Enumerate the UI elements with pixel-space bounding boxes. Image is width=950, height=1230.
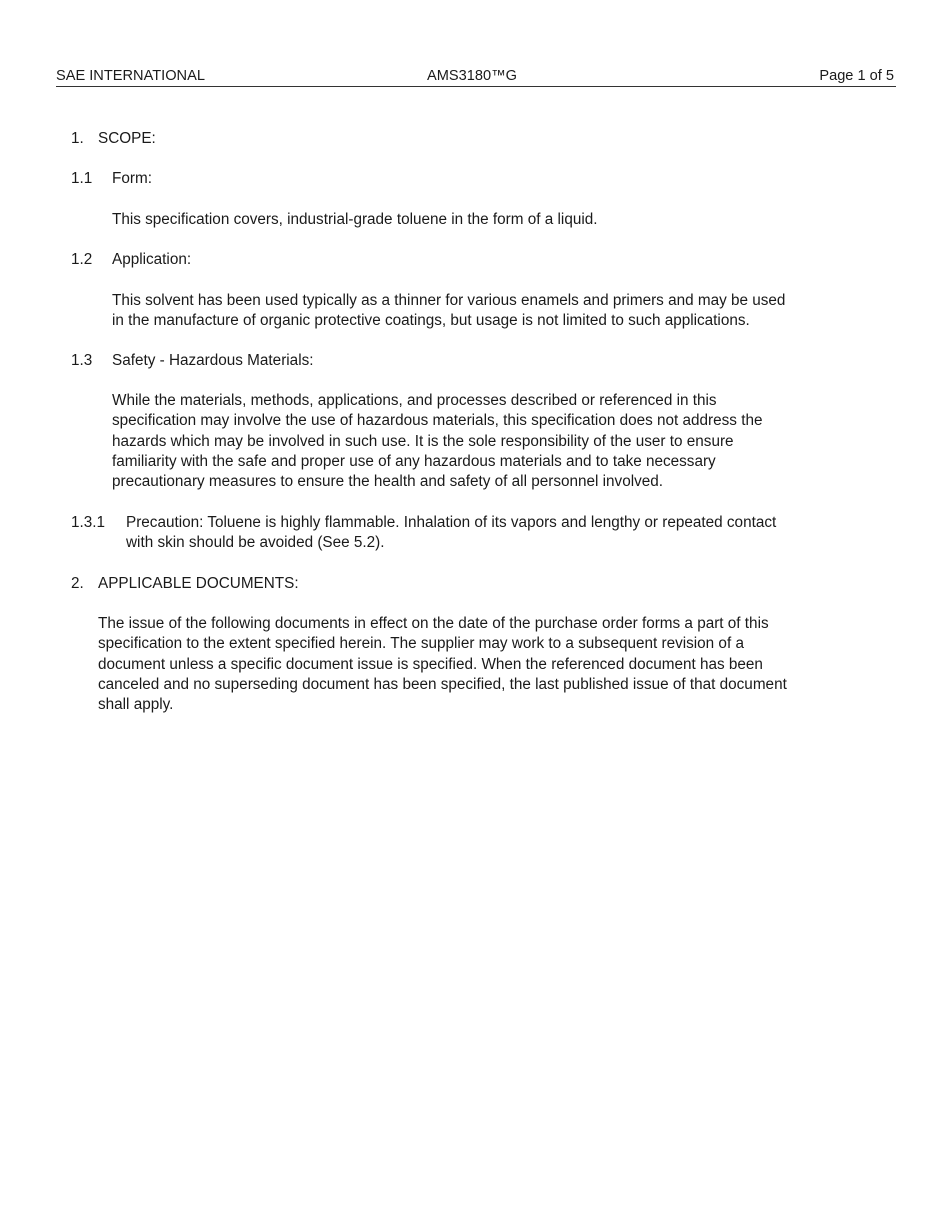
section-1-1-body: This specification covers, industrial-grade toluene in the form of a liquid.: [112, 211, 598, 228]
section-number: 1.: [71, 130, 84, 147]
section-2-body: [98, 614, 787, 715]
header-organization: SAE INTERNATIONAL: [56, 68, 205, 84]
header-page-number: Page 1 of 5: [819, 68, 894, 84]
header-document-id: AMS3180™G: [427, 68, 518, 84]
body-line: shall apply.: [98, 696, 174, 714]
section-number: 2.: [71, 575, 84, 592]
section-1-2-body: [112, 291, 785, 332]
body-line: The issue of the following documents in effect on the date of the purchase order forms a part of this: [98, 615, 769, 632]
page-header: [56, 66, 896, 87]
body-line: in the manufacture of organic protective coatings, but usage is not limited to such applications.: [112, 312, 750, 330]
section-title: Form:: [112, 170, 152, 187]
body-line: document unless a specific document issue is specified. When the referenced document has been: [98, 655, 763, 673]
body-line: While the materials, methods, applications, and processes described or referenced in this: [112, 392, 717, 409]
section-1-3-1-body: [126, 513, 776, 554]
section-title: APPLICABLE DOCUMENTS:: [98, 575, 299, 592]
body-line: with skin should be avoided (See 5.2).: [126, 534, 385, 552]
section-title: Safety - Hazardous Materials:: [112, 352, 314, 369]
body-line: canceled and no superseding document has been specified, the last published issue of that document: [98, 675, 787, 693]
section-number: 1.3.1: [71, 514, 106, 531]
section-number: 1.3: [71, 352, 93, 369]
section-title: SCOPE:: [98, 130, 156, 147]
section-number: 1.2: [71, 251, 93, 268]
section-1-3-body: [112, 391, 762, 492]
section-title: Application:: [112, 251, 192, 268]
body-line: familiarity with the safe and proper use of any hazardous materials and to take necessary: [112, 452, 716, 470]
body-line: Precaution: Toluene is highly flammable. Inhalation of its vapors and lengthy or repeated contact: [126, 514, 777, 531]
section-number: 1.1: [71, 170, 93, 187]
body-line: specification may involve the use of hazardous materials, this specification does not address the: [112, 412, 763, 430]
body-line: This solvent has been used typically as a thinner for various enamels and primers and may be used: [112, 292, 786, 309]
body-line: precautionary measures to ensure the health and safety of all personnel involved.: [112, 473, 664, 491]
body-line: hazards which may be involved in such use. It is the sole responsibility of the user to ensure: [112, 432, 734, 450]
body-line: specification to the extent specified herein. The supplier may work to a subsequent revision of a: [98, 635, 744, 653]
